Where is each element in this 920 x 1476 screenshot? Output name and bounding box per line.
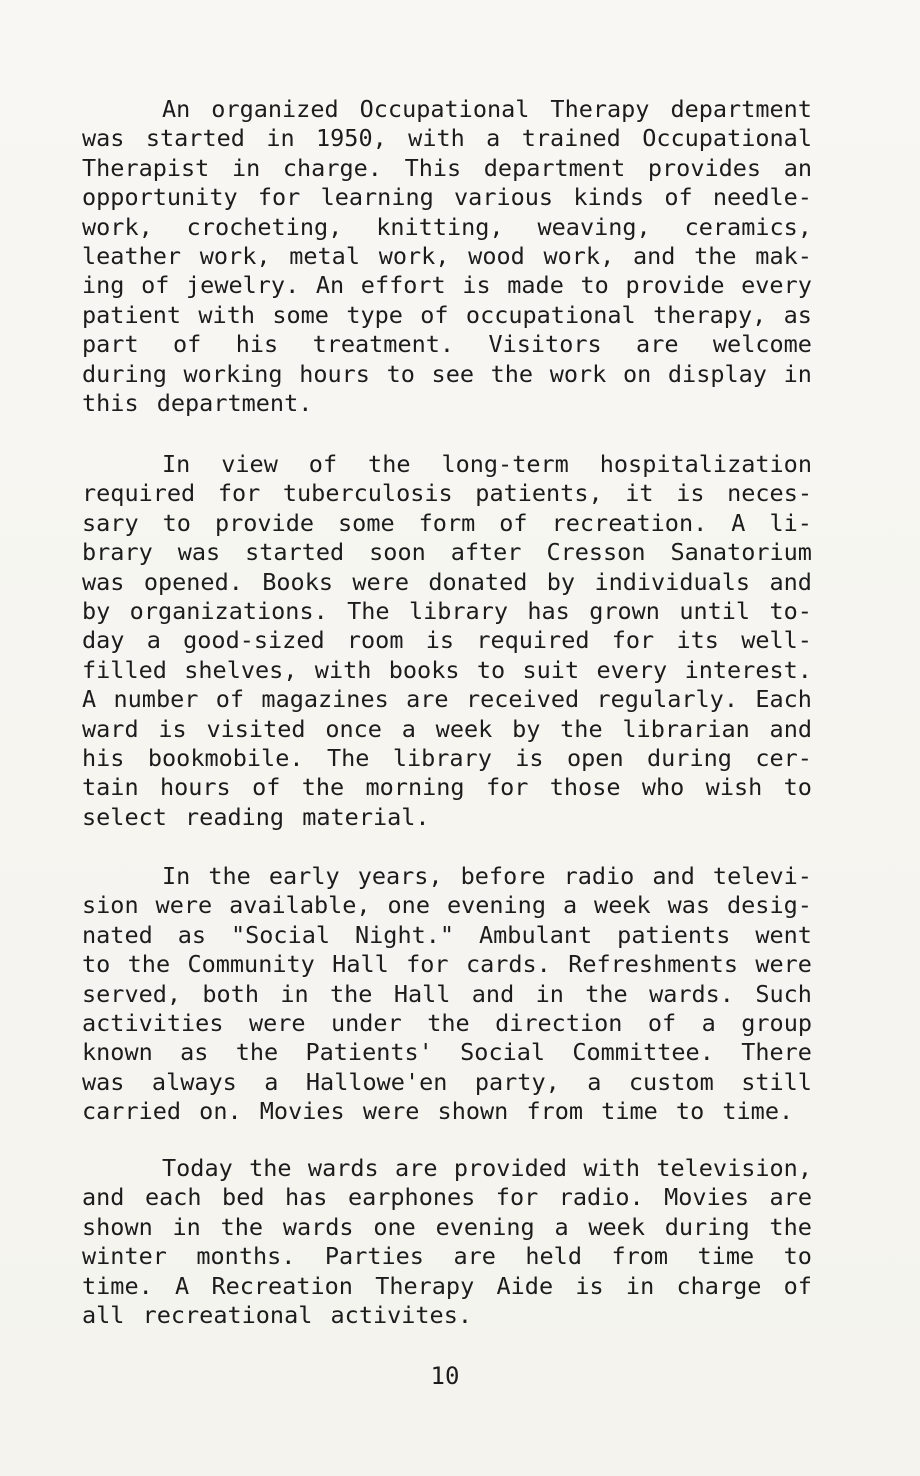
text-line: time. A Recreation Therapy Aide is in charge of xyxy=(82,1271,812,1300)
text-line: part of his treatment. Visitors are welcome xyxy=(82,330,812,359)
text-line: In the early years, before radio and televi- xyxy=(162,862,812,890)
text-line: Therapist in charge. This department provides an xyxy=(82,153,812,182)
text-line: known as the Patients' Social Committee. There xyxy=(82,1038,812,1067)
text-line: by organizations. The library has grown until to- xyxy=(82,596,812,625)
text-line: opportunity for learning various kinds of needle- xyxy=(82,183,812,212)
text-line: select reading material. xyxy=(82,802,430,831)
text-line: this department. xyxy=(82,388,313,417)
text-line: was always a Hallowe'en party, a custom still xyxy=(82,1067,812,1096)
text-line: ing of jewelry. An effort is made to provide every xyxy=(82,271,812,300)
text-line: required for tuberculosis patients, it is neces- xyxy=(82,479,812,508)
text-line: Today the wards are provided with television, xyxy=(162,1154,812,1182)
paragraph-television xyxy=(82,1154,812,1330)
text-line: sary to provide some form of recreation. A li- xyxy=(82,508,812,537)
paragraph-library xyxy=(82,450,812,832)
text-line: tain hours of the morning for those who wish to xyxy=(82,773,812,802)
paragraph-social-night xyxy=(82,862,812,1127)
text-line: sion were available, one evening a week was desig- xyxy=(82,891,812,920)
text-line: In view of the long-term hospitalization xyxy=(162,450,812,478)
text-line: A number of magazines are received regularly. Each xyxy=(82,685,812,714)
text-line: his bookmobile. The library is open during cer- xyxy=(82,743,812,772)
text-line: An organized Occupational Therapy department xyxy=(162,95,812,123)
text-line: work, crocheting, knitting, weaving, ceramics, xyxy=(82,212,812,241)
text-line: and each bed has earphones for radio. Movies are xyxy=(82,1183,812,1212)
text-line: activities were under the direction of a group xyxy=(82,1008,812,1037)
text-line: during working hours to see the work on display in xyxy=(82,359,812,388)
text-line: leather work, metal work, wood work, and the mak- xyxy=(82,241,812,270)
text-line: day a good-sized room is required for its well- xyxy=(82,626,812,655)
page-number: 10 xyxy=(430,1362,460,1390)
text-line: to the Community Hall for cards. Refreshments were xyxy=(82,950,812,979)
text-line: filled shelves, with books to suit every interest. xyxy=(82,655,812,684)
text-line: ward is visited once a week by the librarian and xyxy=(82,714,812,743)
text-line: shown in the wards one evening a week during the xyxy=(82,1212,812,1241)
text-line: was started in 1950, with a trained Occupational xyxy=(82,124,812,153)
text-line: patient with some type of occupational therapy, as xyxy=(82,300,812,329)
text-line: served, both in the Hall and in the wards. Such xyxy=(82,979,812,1008)
text-line: brary was started soon after Cresson Sanatorium xyxy=(82,538,812,567)
paragraph-occupational-therapy xyxy=(82,95,812,418)
text-line: winter months. Parties are held from time to xyxy=(82,1242,812,1271)
text-line: was opened. Books were donated by individuals and xyxy=(82,567,812,596)
text-line: carried on. Movies were shown from time to time. xyxy=(82,1097,794,1126)
text-line: all recreational activites. xyxy=(82,1300,473,1329)
text-line: nated as "Social Night." Ambulant patients went xyxy=(82,920,812,949)
